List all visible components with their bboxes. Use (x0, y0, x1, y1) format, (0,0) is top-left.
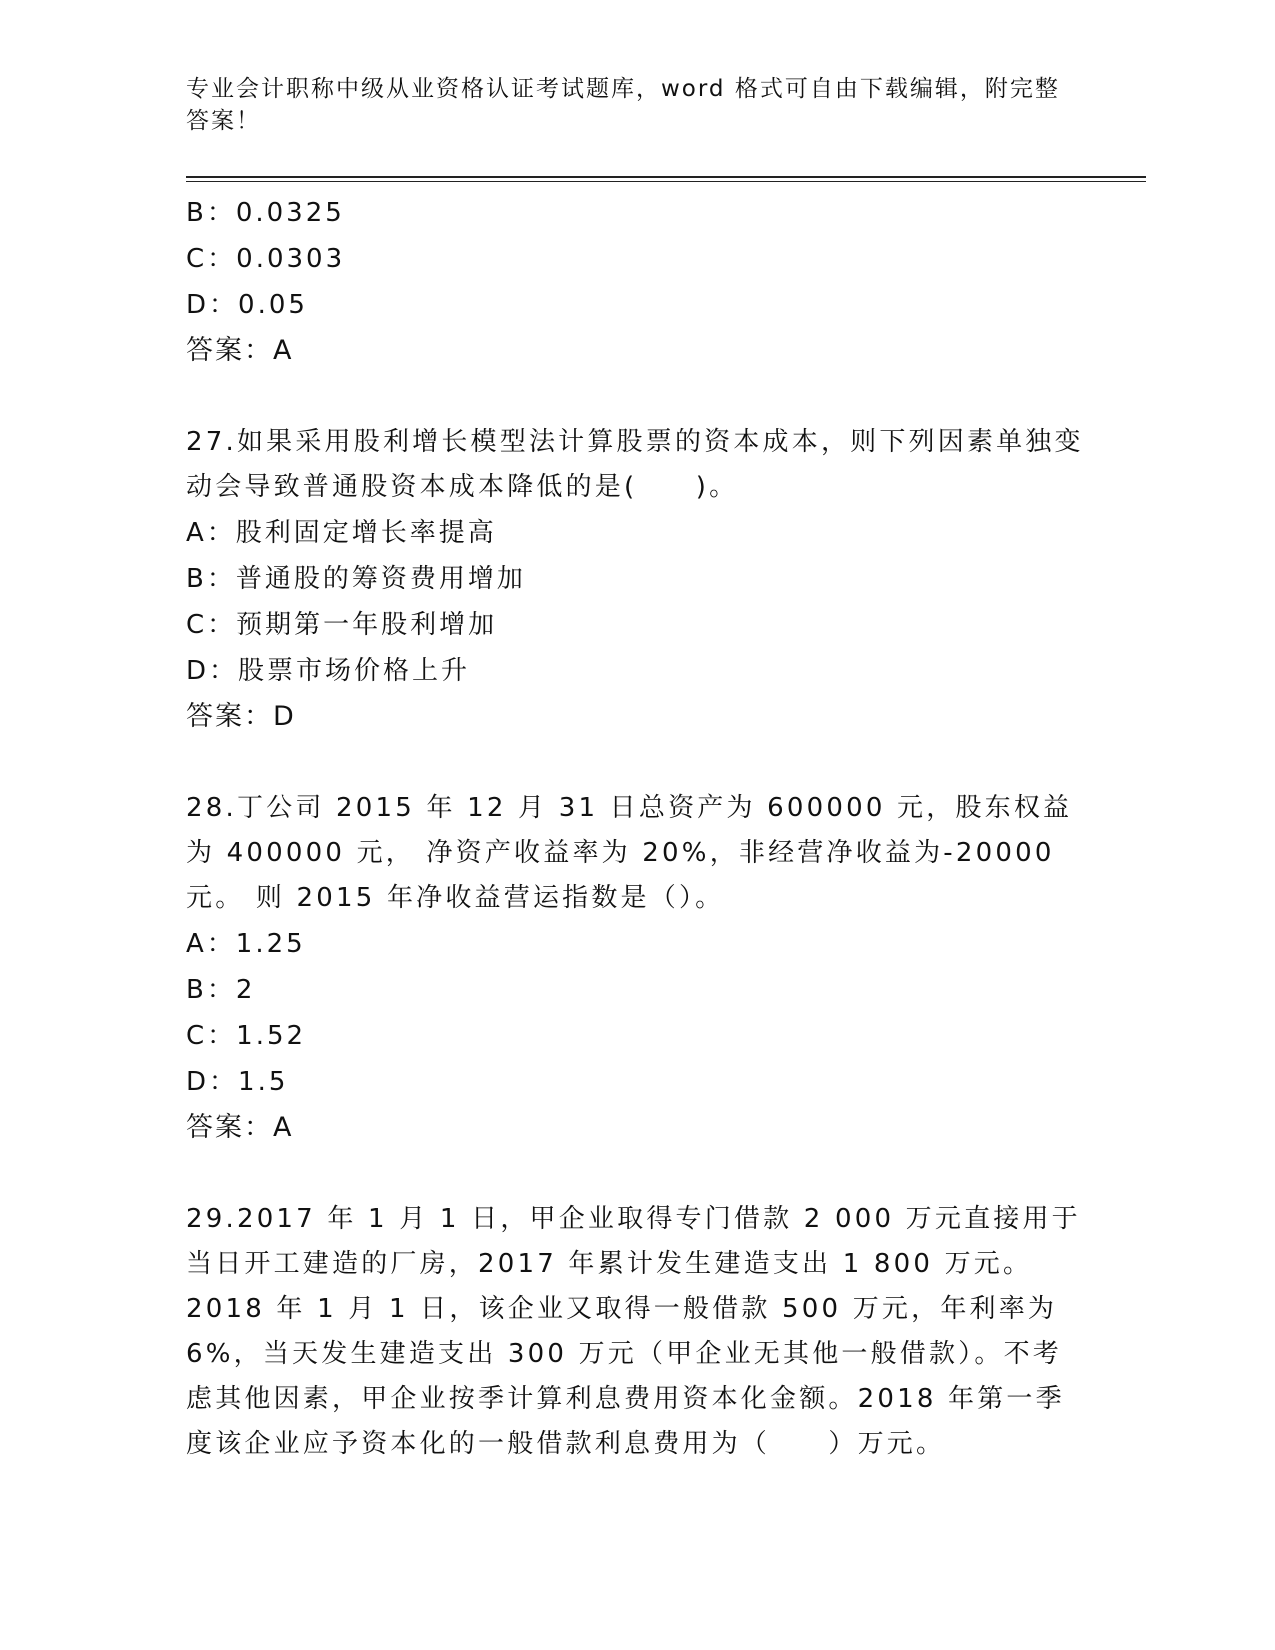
spacer (186, 374, 1086, 420)
question-29 (186, 1197, 1086, 1467)
option-b: B：0.0325 (186, 198, 345, 228)
option-b: B：2 (186, 975, 256, 1005)
header-divider-thick (186, 176, 1146, 178)
question-28 (186, 786, 1086, 1151)
spacer (186, 740, 1086, 786)
header-divider-thin (186, 181, 1146, 182)
question-stem: 27.如果采用股利增长模型法计算股票的资本成本，则下列因素单独变动会导致普通股资本成本降低的是( )。 (186, 427, 1084, 502)
option-a: A：1.25 (186, 929, 306, 959)
question-stem: 29.2017 年 1 月 1 日，甲企业取得专门借款 2 000 万元直接用于当日开工建造的厂房，2017 年累计发生建造支出 1 800 万元。2018 年 1 月 1 日，该企业又取得一般借款 500 万元，年利率为 6%，当天发生建造支出 300 万元（甲企业无其他一般借款）。不考虑其他因素，甲企业按季计算利息费用资本化金额。2018 年第一季度该企业应予资本化的一般借款利息费用为（ ）万元。 (186, 1204, 1081, 1459)
question-stem: 28.丁公司 2015 年 12 月 31 日总资产为 600000 元，股东权益为 400000 元， 净资产收益率为 20%，非经营净收益为-20000 元。 则 2015 年净收益营运指数是（）。 (186, 793, 1073, 913)
answer-line: 答案：A (186, 335, 294, 366)
option-d: D：0.05 (186, 290, 308, 320)
option-c: C：0.0303 (186, 244, 346, 274)
question-content (186, 190, 1086, 1467)
answer-line: 答案：A (186, 1112, 294, 1143)
question-27 (186, 420, 1086, 740)
spacer (186, 1151, 1086, 1197)
option-d: D：股票市场价格上升 (186, 656, 471, 686)
answer-line: 答案：D (186, 701, 296, 732)
page-header: 专业会计职称中级从业资格认证考试题库，word 格式可自由下载编辑，附完整答案！ (186, 76, 1060, 134)
option-d: D：1.5 (186, 1067, 289, 1097)
option-c: C：预期第一年股利增加 (186, 610, 498, 640)
option-c: C：1.52 (186, 1021, 307, 1051)
option-b: B：普通股的筹资费用增加 (186, 564, 526, 594)
option-a: A：股利固定增长率提高 (186, 518, 497, 548)
question-26-tail (186, 190, 1086, 374)
